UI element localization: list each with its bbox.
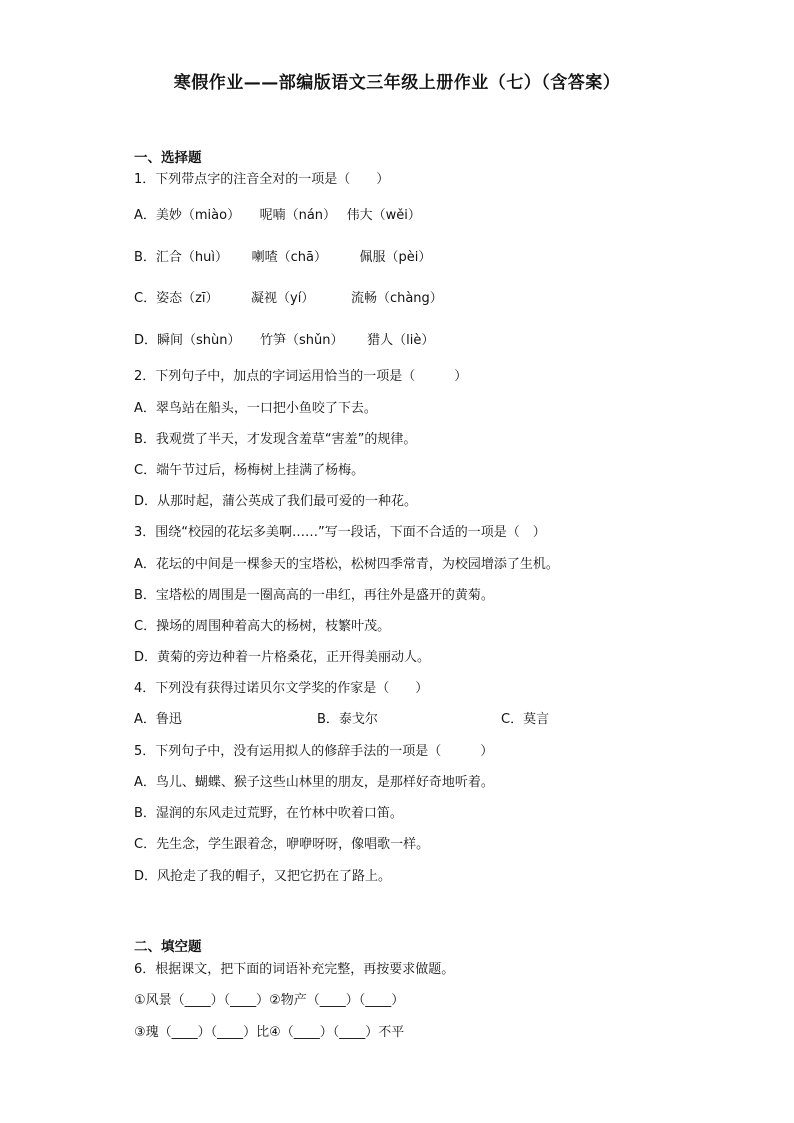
question-1-option-c: C．姿态（zī） 凝视（yí） 流畅（chàng） — [134, 291, 443, 306]
question-2-option-c: C．端午节过后，杨梅树上挂满了杨梅。 — [134, 463, 365, 478]
question-5-option-d: D．风抢走了我的帽子，又把它扔在了路上。 — [134, 869, 392, 884]
question-6-stem: 6．根据课文，把下面的词语补充完整，再按要求做题。 — [134, 962, 455, 977]
question-3-option-d: D．黄菊的旁边种着一片格桑花，正开得美丽动人。 — [134, 650, 431, 665]
question-5-option-a: A．鸟儿、蝴蝶、猴子这些山林里的朋友，是那样好奇地听着。 — [134, 775, 494, 790]
question-4-stem: 4．下列没有获得过诺贝尔文学奖的作家是（ ） — [134, 681, 429, 696]
question-6-line-1: ①风景（____）（____）②物产（____）（____） — [134, 993, 405, 1008]
question-1-option-d: D．瞬间（shùn） 竹笋（shǔn） 猎人（liè） — [134, 333, 435, 348]
question-4-option-c: C．莫言 — [501, 712, 550, 727]
question-1-stem: 1．下列带点字的注音全对的一项是（ ） — [134, 172, 390, 187]
section-heading-choice: 一、选择题 — [134, 150, 202, 166]
question-5-option-c: C．先生念，学生跟着念，咿咿呀呀，像唱歌一样。 — [134, 837, 430, 852]
question-5-stem: 5．下列句子中，没有运用拟人的修辞手法的一项是（ ） — [134, 744, 494, 759]
question-4-option-a: A．鲁迅 — [134, 712, 182, 727]
question-6-line-2: ③瑰（____）（____）比④（____）（____）不平 — [134, 1025, 405, 1040]
page-title: 寒假作业——部编版语文三年级上册作业（七）（含答案） — [173, 73, 621, 93]
question-4-option-b: B．泰戈尔 — [317, 712, 378, 727]
question-3-option-b: B．宝塔松的周围是一圈高高的一串红，再往外是盛开的黄菊。 — [134, 588, 494, 603]
question-2-option-a: A．翠鸟站在船头，一口把小鱼咬了下去。 — [134, 401, 377, 416]
question-3-option-c: C．操场的周围种着高大的杨树，枝繁叶茂。 — [134, 619, 391, 634]
question-2-option-b: B．我观赏了半天，才发现含羞草“害羞”的规律。 — [134, 432, 417, 447]
question-1-option-a: A．美妙（miào） 呢喃（nán） 伟大（wěi） — [134, 208, 421, 223]
question-1-option-b: B．汇合（huì） 喇喳（chā） 佩服（pèi） — [134, 250, 432, 265]
question-3-option-a: A．花坛的中间是一棵参天的宝塔松，松树四季常青，为校园增添了生机。 — [134, 557, 559, 572]
question-3-stem: 3．围绕“校园的花坛多美啊……”写一段话，下面不合适的一项是（ ） — [134, 525, 546, 540]
section-heading-fill: 二、填空题 — [134, 939, 202, 955]
question-2-option-d: D．从那时起，蒲公英成了我们最可爱的一种花。 — [134, 494, 418, 509]
question-5-option-b: B．湿润的东风走过荒野，在竹林中吹着口笛。 — [134, 806, 403, 821]
question-2-stem: 2．下列句子中，加点的字词运用恰当的一项是（ ） — [134, 369, 468, 384]
